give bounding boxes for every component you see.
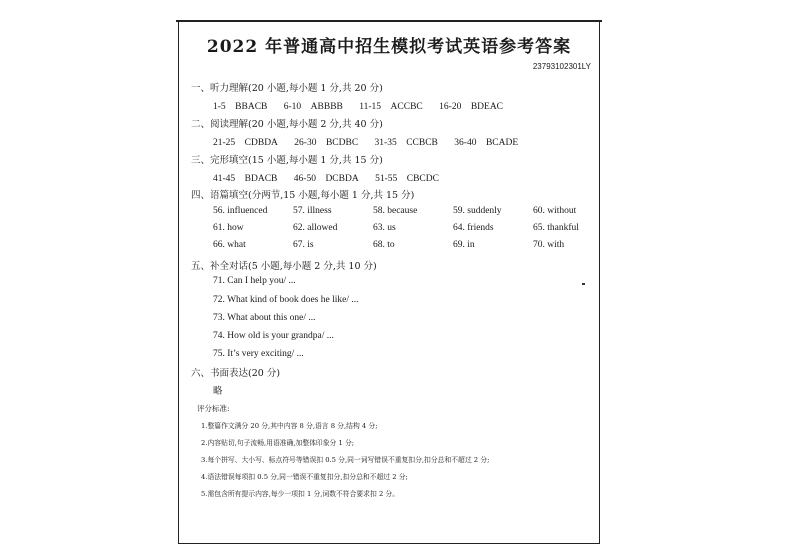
answer-group: 6-10 ABBBB [283,102,343,112]
listening-heading: 一、听力理解(20 小题,每小题 1 分,共 20 分) [191,83,383,94]
grammar-answer: 66. what [213,240,246,250]
grammar-answer: 68. to [373,240,395,250]
writing-omitted: 略 [213,386,223,397]
listening-answers [213,98,517,112]
cloze-answers [213,170,453,184]
document-code: 23793102301LY [532,62,591,71]
answer-group: 11-15 ACCBC [359,102,423,112]
answer-group: 51-55 CBCDC [375,174,439,184]
criteria-item: 3.每个拼写、大小写、标点符号等错误扣 0.5 分,同一词写错误不重复扣分,扣分总和不超过 2 分; [201,456,490,464]
answer-group: 46-50 DCBDA [293,174,359,184]
grammar-answer: 70. with [533,240,565,250]
scan-speck [582,283,585,285]
answer-group: 41-45 BDACB [213,174,278,184]
answer-group: 21-25 CDBDA [213,138,278,148]
grammar-answer: 59. suddenly [453,206,502,216]
grammar-answer: 64. friends [453,223,494,233]
dialogue-line: 74. How old is your grandpa/ ... [213,331,334,341]
criteria-item: 4.语法错误每项扣 0.5 分,同一错误不重复扣分,扣分总和不超过 2 分; [201,473,408,481]
cloze-heading: 三、完形填空(15 小题,每小题 1 分,共 15 分) [191,155,383,166]
answer-group: 16-20 BDEAC [439,102,504,112]
dialogue-heading: 五、补全对话(5 小题,每小题 2 分,共 10 分) [191,261,377,272]
grammar-answer: 65. thankful [533,223,579,233]
criteria-title: 评分标准: [197,404,230,413]
dialogue-line: 71. Can I help you/ ... [213,276,296,286]
criteria-item: 5.需包含所有提示内容,每少一项扣 1 分,词数不符合要求扣 2 分。 [201,490,400,498]
reading-answers [213,134,532,148]
grammar-answer: 60. without [533,206,577,216]
answer-group: 36-40 BCADE [454,138,519,148]
dialogue-line: 73. What about this one/ ... [213,313,316,323]
answer-sheet [178,22,600,544]
writing-heading: 六、书面表达(20 分) [191,368,281,379]
grammar-answer: 57. illness [293,206,332,216]
grammar-answer: 67. is [293,240,314,250]
answer-group: 31-35 CCBCB [374,138,438,148]
grammar-answer: 58. because [373,206,418,216]
grammar-heading: 四、语篇填空(分两节,15 小题,每小题 1 分,共 15 分) [191,190,415,201]
criteria-item: 1.整篇作文满分 20 分,其中内容 8 分,语言 8 分,结构 4 分; [201,422,378,430]
page-title: 2022 年普通高中招生模拟考试英语参考答案 [206,37,572,57]
grammar-answer: 63. us [373,223,396,233]
grammar-answer: 61. how [213,223,244,233]
dialogue-line: 75. It’s very exciting/ ... [213,349,304,359]
answer-group: 1-5 BBACB [213,102,268,112]
grammar-answer: 62. allowed [293,223,338,233]
grammar-answer: 69. in [453,240,475,250]
grammar-answer: 56. influenced [213,206,268,216]
reading-heading: 二、阅读理解(20 小题,每小题 2 分,共 40 分) [191,119,383,130]
dialogue-line: 72. What kind of book does he like/ ... [213,295,359,305]
criteria-item: 2.内容贴切,句子流畅,用语准确,加整体印象分 1 分; [201,439,355,447]
answer-group: 26-30 BCDBC [294,138,359,148]
